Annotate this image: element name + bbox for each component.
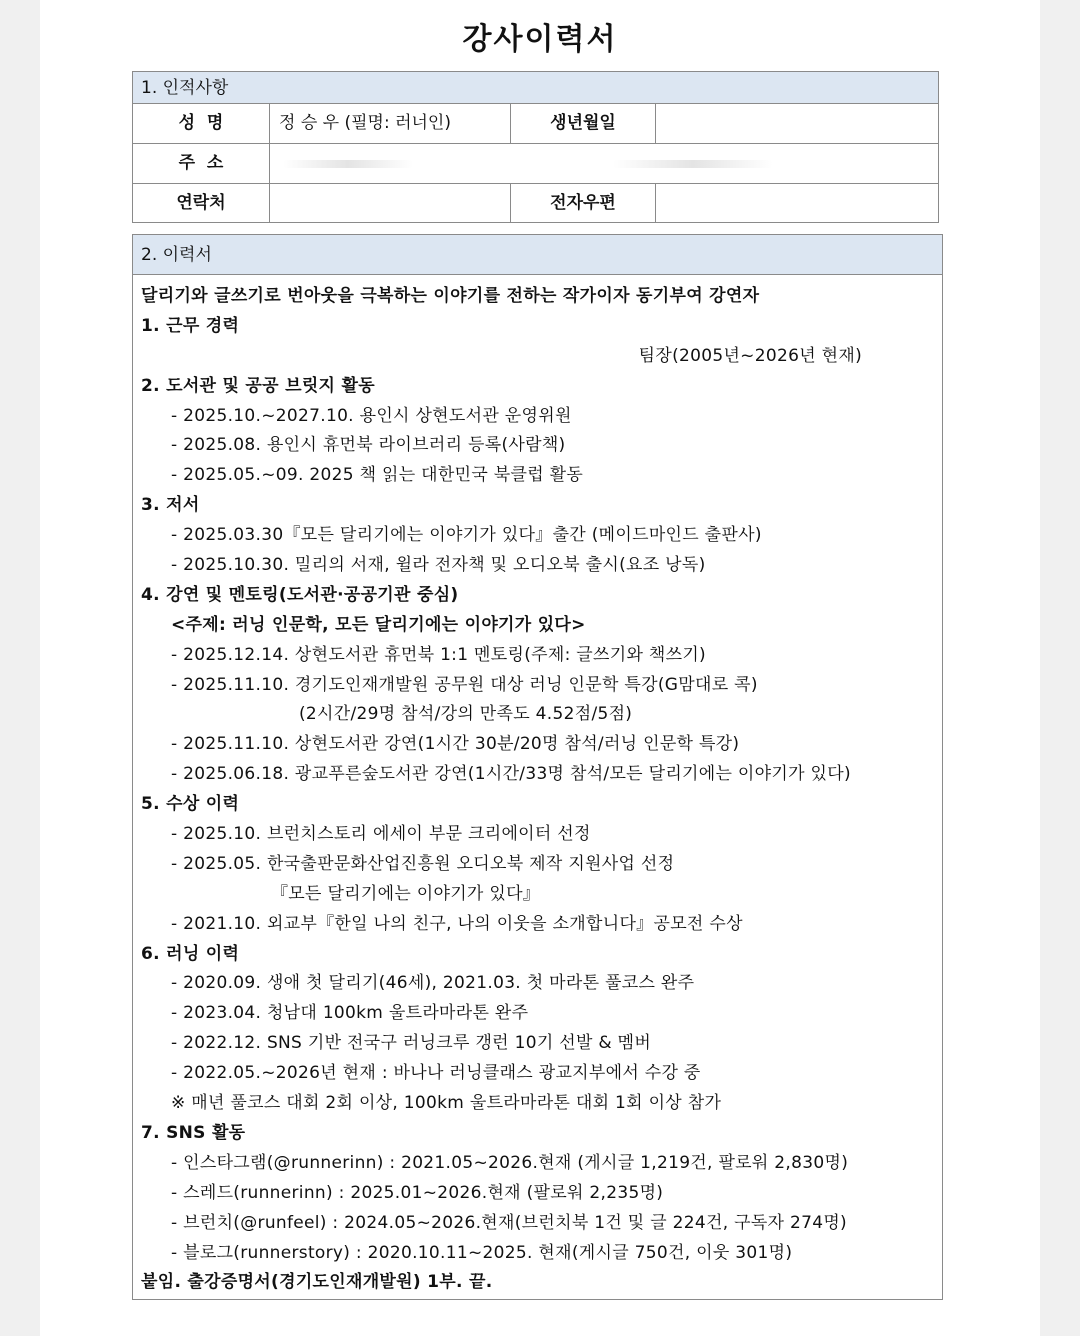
list-item: - 2025.05. 한국출판문화산업진흥원 오디오북 제작 지원사업 선정 [171,853,675,874]
list-item: - 2022.05.~2026년 현재 : 바나나 러닝클래스 광교지부에서 수강 중 [171,1063,701,1084]
list-item: - 2022.12. SNS 기반 전국구 러닝크루 갱런 10기 선발 & 멤버 [171,1033,652,1054]
list-item: - 2021.10. 외교부『한일 나의 친구, 나의 이웃을 소개합니다』공모전 수상 [171,913,743,934]
list-item: - 브런치(@runfeel) : 2024.05~2026.현재(브런치북 1건 및 글 224건, 구독자 274명) [171,1212,847,1233]
section2-header: 2. 이력서 [133,235,942,275]
intro-line: 달리기와 글쓰기로 번아웃을 극복하는 이야기를 전하는 작가이자 동기부여 강연자 [141,286,760,306]
list-item-continuation: (2시간/29명 참석/강의 만족도 4.52점/5점) [299,704,633,725]
list-item: - 2025.03.30『모든 달리기에는 이야기가 있다』출간 (메이드마인드 출판사) [171,525,762,546]
personal-info-table [132,71,939,223]
list-item: - 2025.08. 용인시 휴먼북 라이브러리 등록(사람책) [171,435,566,456]
attachment-line: 붙임. 출강증명서(경기도인재개발원) 1부. 끝. [141,1272,493,1293]
birth-value [655,104,938,143]
lectures-heading: 4. 강연 및 멘토링(도서관·공공기관 중심) [141,584,459,605]
list-item: - 2025.10.30. 밀리의 서재, 윌라 전자책 및 오디오북 출시(요조 낭독) [171,555,706,576]
name-value: 정 승 우 (필명: 러너인) [279,113,451,133]
work-line: 팀장(2005년~2026년 현재) [638,345,862,366]
contact-value [271,184,509,223]
list-item: - 2025.11.10. 상현도서관 강연(1시간 30분/20명 참석/러닝 인문학 특강) [171,734,740,755]
list-item: - 2025.10. 브런치스토리 에세이 부문 크리에이터 선정 [171,824,591,845]
email-value [655,184,938,223]
work-heading: 1. 근무 경력 [141,315,240,336]
address-label: 주 소 [133,144,270,183]
section1-header: 1. 인적사항 [133,72,938,104]
awards-heading: 5. 수상 이력 [141,794,240,815]
list-item: - 2025.12.14. 상현도서관 휴먼북 1:1 멘토링(주제: 글쓰기와 책쓰기) [171,644,706,665]
running-heading: 6. 러닝 이력 [141,943,240,964]
document-page [40,0,1040,1336]
list-item: - 2025.06.18. 광교푸른숲도서관 강연(1시간/33명 참석/모든 달리기에는 이야기가 있다) [171,764,851,785]
lectures-topic: <주제: 러닝 인문학, 모든 달리기에는 이야기가 있다> [171,614,586,635]
resume-section [132,234,943,1300]
list-item: - 인스타그램(@runnerinn) : 2021.05~2026.현재 (게시글 1,219건, 팔로워 2,830명) [171,1152,849,1173]
address-row [133,144,938,184]
resume-body [133,275,942,1297]
name-row [133,104,938,144]
birth-label: 생년월일 [510,104,655,143]
list-item-note: ※ 매년 풀코스 대회 2회 이상, 100km 울트라마라톤 대회 1회 이상 참가 [171,1093,722,1114]
list-item: - 2023.04. 청남대 100km 울트라마라톤 완주 [171,1003,529,1024]
contact-row [133,184,938,224]
contact-label: 연락처 [133,184,270,223]
redacted-address-2 [613,160,773,168]
name-label: 성 명 [133,104,270,143]
sns-heading: 7. SNS 활동 [141,1122,246,1143]
email-label: 전자우편 [510,184,655,223]
list-item: - 2025.05.~09. 2025 책 읽는 대한민국 북클럽 활동 [171,465,584,486]
redacted-address-1 [283,160,413,168]
list-item: - 스레드(runnerinn) : 2025.01~2026.현재 (팔로워 2,235명) [171,1182,664,1203]
list-item: - 2025.11.10. 경기도인재개발원 공무원 대상 러닝 인문학 특강(G맘대로 콕) [171,674,758,695]
list-item: - 블로그(runnerstory) : 2020.10.11~2025. 현재(게시글 750건, 이웃 301명) [171,1242,793,1263]
library-heading: 2. 도서관 및 공공 브릿지 활동 [141,375,375,396]
list-item: - 2020.09. 생애 첫 달리기(46세), 2021.03. 첫 마라톤 풀코스 완주 [171,973,695,994]
page-title: 강사이력서 [462,22,618,57]
list-item: - 2025.10.~2027.10. 용인시 상현도서관 운영위원 [171,405,572,426]
list-item-continuation: 『모든 달리기에는 이야기가 있다』 [271,883,541,904]
books-heading: 3. 저서 [141,495,200,516]
